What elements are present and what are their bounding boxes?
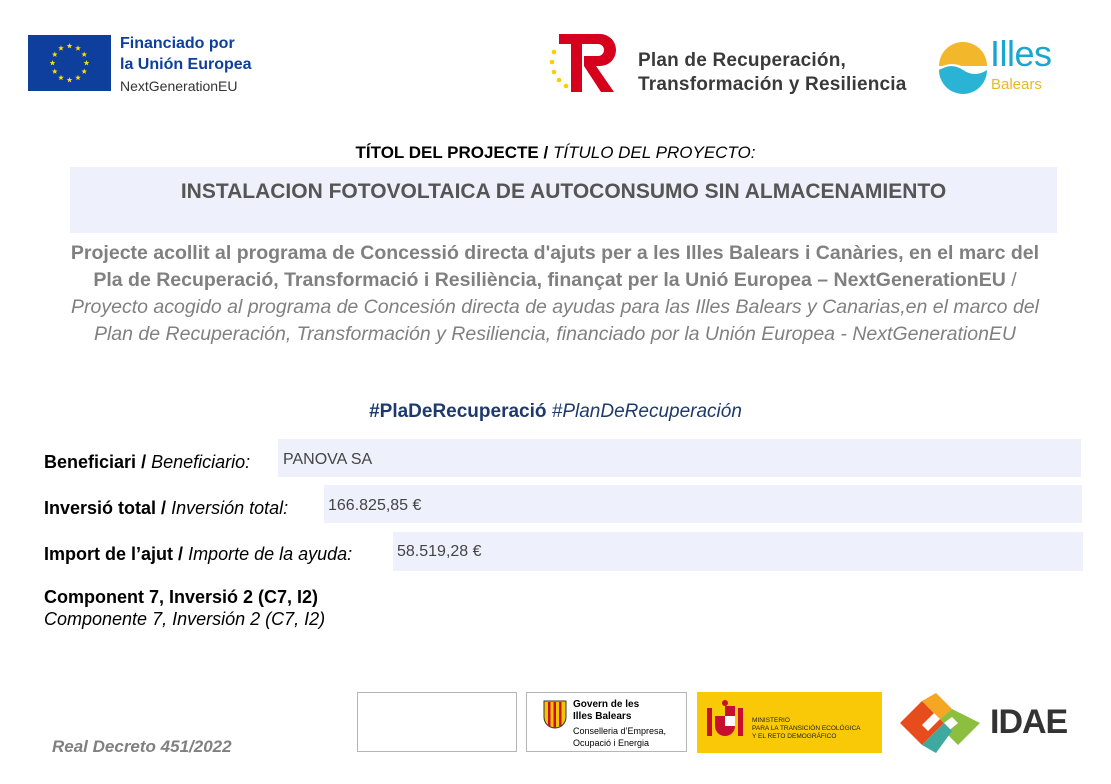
eu-line-1: Financiado por [120, 35, 235, 52]
eu-star-icon [58, 45, 64, 50]
description-separator: / [1011, 269, 1017, 291]
investment-label-separator: / [161, 498, 167, 518]
aid-label-separator: / [178, 544, 184, 564]
prtr-logo-icon [545, 30, 625, 96]
component-catalan: Component 7, Inversió 2 (C7, I2) [44, 587, 319, 607]
ministry-line-3: Y EL RETO DEMOGRÁFICO [752, 733, 837, 740]
investment-value-box [324, 485, 1082, 523]
prtr-line-2: Transformación y Resiliencia [638, 74, 907, 95]
description-spanish: Proyecto acogido al programa de Concesión directa de ayudas para las Illes Balears y Canarias,en el marco del Plan de Recuperación, Transformación y Resiliencia, financiado por la Unión Europea - NextGenerationEU [71, 296, 1039, 345]
eu-line-2: la Unión Europea [120, 56, 252, 73]
prtr-logo-text [638, 49, 907, 97]
ministry-line-1: MINISTERIO [752, 717, 790, 724]
description-catalan: Projecte acollit al programa de Concessió directa d'ajuts per a les Illes Balears i Canàries, en el marc del Pla de Recuperació, Transformació i Resiliència, finançat per la Unió Europea – NextGenerationEU [70, 242, 1040, 291]
eu-star-icon [67, 77, 73, 82]
program-description [70, 240, 1040, 348]
project-title-label [0, 143, 1111, 163]
beneficiary-value: PANOVA SA [283, 451, 373, 468]
eu-star-icon [52, 52, 58, 57]
empty-logo-box [357, 692, 517, 752]
eu-stars-icon [28, 35, 111, 91]
aid-label-catalan: Import de l’ajut [44, 544, 174, 564]
eu-star-icon [81, 69, 87, 74]
investment-label-spanish: Inversión total: [171, 498, 289, 518]
investment-label-catalan: Inversió total [44, 498, 157, 518]
eu-star-icon [75, 75, 81, 80]
illes-balears-subtitle: Balears [991, 76, 1042, 93]
govern-line-4: Ocupació i Energia [573, 738, 650, 748]
aid-value-box [393, 532, 1083, 571]
eu-line-3: NextGenerationEU [120, 78, 238, 94]
ministry-logo-text [752, 717, 861, 741]
eu-star-icon [75, 45, 81, 50]
eu-star-icon [58, 75, 64, 80]
illes-balears-title: Illes [990, 33, 1052, 74]
eu-star-icon [84, 60, 90, 65]
aid-value: 58.519,28 € [397, 543, 482, 560]
aid-label [44, 544, 352, 565]
idae-logo-icon [896, 692, 984, 754]
govern-line-1: Govern de les [573, 699, 640, 710]
eu-funding-text [120, 33, 252, 97]
spain-coat-of-arms-icon [705, 700, 745, 745]
idae-logo-text: IDAE [990, 703, 1068, 741]
project-title-separator: / [543, 143, 549, 162]
project-title-label-catalan: TÍTOL DEL PROJECTE [355, 143, 539, 162]
eu-star-icon [67, 43, 73, 48]
govern-shield-icon [543, 700, 567, 730]
investment-value: 166.825,85 € [328, 497, 422, 514]
component-spanish: Componente 7, Inversión 2 (C7, I2) [44, 609, 326, 629]
eu-flag-icon [28, 35, 111, 91]
beneficiary-label-catalan: Beneficiari [44, 452, 137, 472]
govern-line-2: Illes Balears [573, 711, 632, 722]
eu-star-icon [52, 69, 58, 74]
eu-star-icon [50, 60, 56, 65]
project-title: INSTALACION FOTOVOLTAICA DE AUTOCONSUMO SIN ALMACENAMIENTO [180, 180, 947, 203]
hashtag-catalan: #PlaDeRecuperació [369, 401, 547, 422]
eu-star-icon [81, 52, 87, 57]
govern-line-3: Conselleria d’Empresa, [573, 726, 667, 736]
govern-logo-title [573, 699, 639, 723]
beneficiary-label-spanish: Beneficiario: [151, 452, 251, 472]
hashtags [0, 401, 1111, 423]
govern-logo-subtitle [573, 725, 666, 749]
investment-label [44, 498, 288, 519]
illes-balears-logo-icon [937, 40, 989, 95]
prtr-line-1: Plan de Recuperación, [638, 50, 846, 71]
beneficiary-label [44, 452, 250, 473]
beneficiary-label-separator: / [141, 452, 147, 472]
hashtag-spanish: #PlanDeRecuperación [551, 401, 742, 422]
royal-decree: Real Decreto 451/2022 [52, 737, 232, 756]
aid-label-spanish: Importe de la ayuda: [188, 544, 353, 564]
ministry-line-2: PARA LA TRANSICIÓN ECOLÓGICA [752, 725, 861, 732]
beneficiary-value-box [278, 439, 1081, 477]
project-title-label-spanish: TÍTULO DEL PROYECTO: [552, 143, 756, 162]
